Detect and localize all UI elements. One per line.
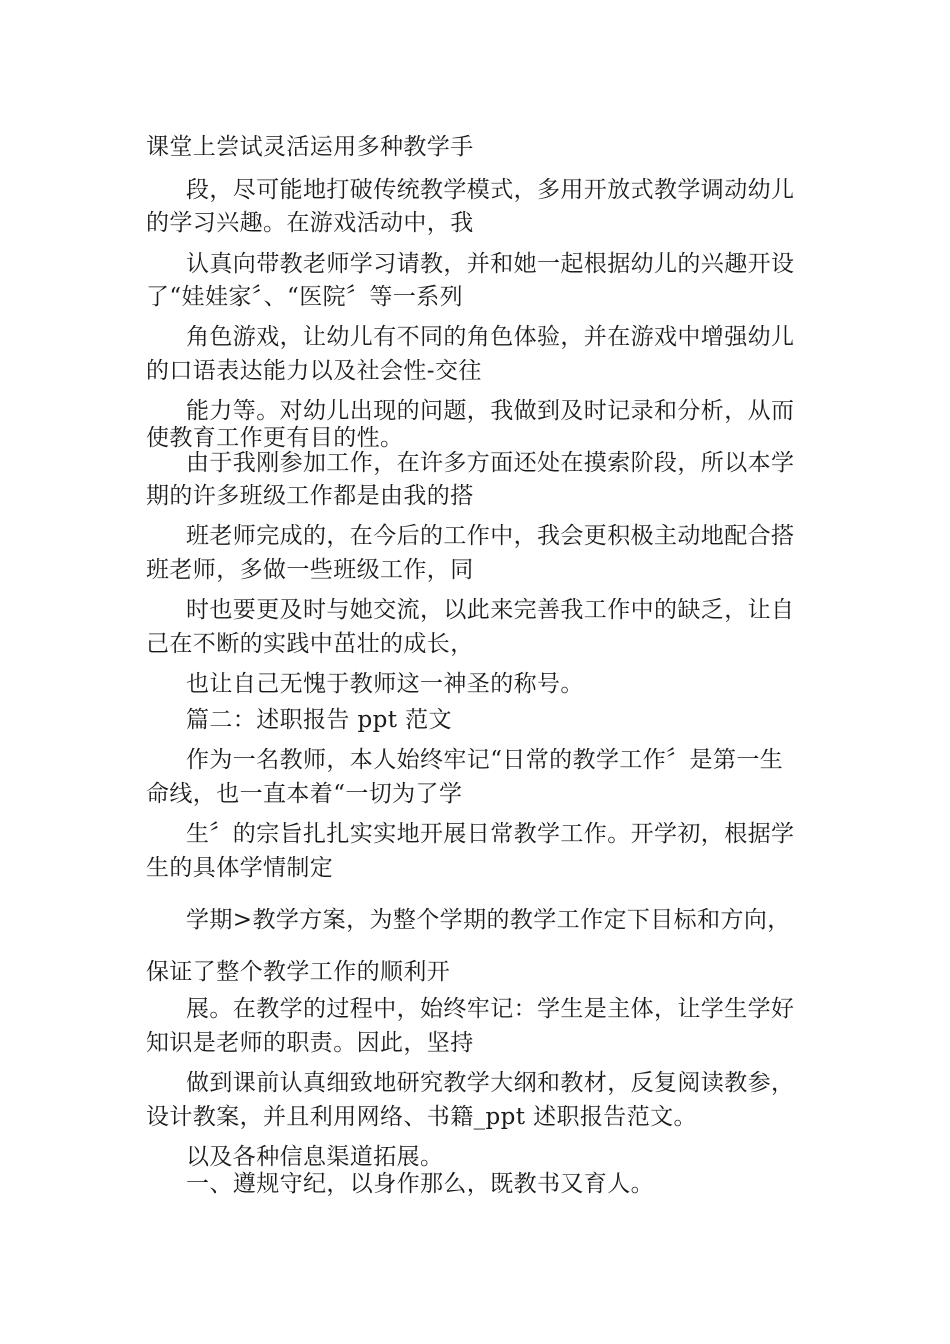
text-line: 课堂上尝试灵活运用多种教学手: [146, 134, 474, 160]
text-line: 了“娃娃家〞、“医院〞等一系列: [146, 284, 464, 310]
text-line: 设计教案，并且利用网络、书籍_ppt 述职报告范文。: [146, 1104, 697, 1130]
text-line: 由于我刚参加工作，在许多方面还处在摸索阶段，所以本学: [186, 450, 795, 476]
text-line: 作为一名教师，本人始终牢记“日常的教学工作〞是第一生: [186, 747, 784, 773]
text-line: 班老师完成的，在今后的工作中，我会更积极主动地配合搭: [186, 523, 795, 549]
text-line: 的口语表达能力以及社会性-交往: [146, 358, 482, 384]
text-line: 也让自己无愧于教师这一神圣的称号。: [186, 671, 584, 697]
text-line: 时也要更及时与她交流，以此来完善我工作中的缺乏，让自: [186, 597, 795, 623]
text-line: 命线，也一直本着“一切为了学: [146, 781, 463, 807]
text-line: 一、遵规守纪，以身作那么，既教书又育人。: [186, 1171, 654, 1197]
text-line: 班老师，多做一些班级工作，同: [146, 557, 474, 583]
text-line: 生〞的宗旨扎扎实实地开展日常教学工作。开学初，根据学: [186, 821, 795, 847]
section-heading: 篇二：述职报告 ppt 范文: [186, 707, 452, 733]
text-line: 角色游戏，让幼儿有不同的角色体验，并在游戏中增强幼儿: [186, 324, 795, 350]
text-line: 保证了整个教学工作的顺利开: [146, 959, 451, 985]
text-line: 己在不断的实践中茁壮的成长，: [146, 631, 474, 657]
text-line: 段，尽可能地打破传统教学模式，多用开放式教学调动幼儿: [186, 177, 795, 203]
text-line: 做到课前认真细致地研究教学大纲和教材，反复阅读教参，: [186, 1070, 795, 1096]
text-line: 以及各种信息渠道拓展。: [186, 1144, 444, 1170]
text-line: 知识是老师的职责。因此，坚持: [146, 1030, 474, 1056]
text-line: 认真向带教老师学习请教，并和她一起根据幼儿的兴趣开设: [186, 251, 795, 277]
text-line: 展。在教学的过程中，始终牢记：学生是主体，让学生学好: [186, 996, 795, 1022]
text-line: 的学习兴趣。在游戏活动中，我: [146, 210, 474, 236]
text-line: 期的许多班级工作都是由我的搭: [146, 483, 474, 509]
text-line: 使教育工作更有目的性。: [146, 425, 404, 451]
text-line: 生的具体学情制定: [146, 855, 334, 881]
text-line: 学期>教学方案，为整个学期的教学工作定下目标和方向，: [186, 907, 791, 933]
text-line: 能力等。对幼儿出现的问题，我做到及时记录和分析，从而: [186, 398, 795, 424]
